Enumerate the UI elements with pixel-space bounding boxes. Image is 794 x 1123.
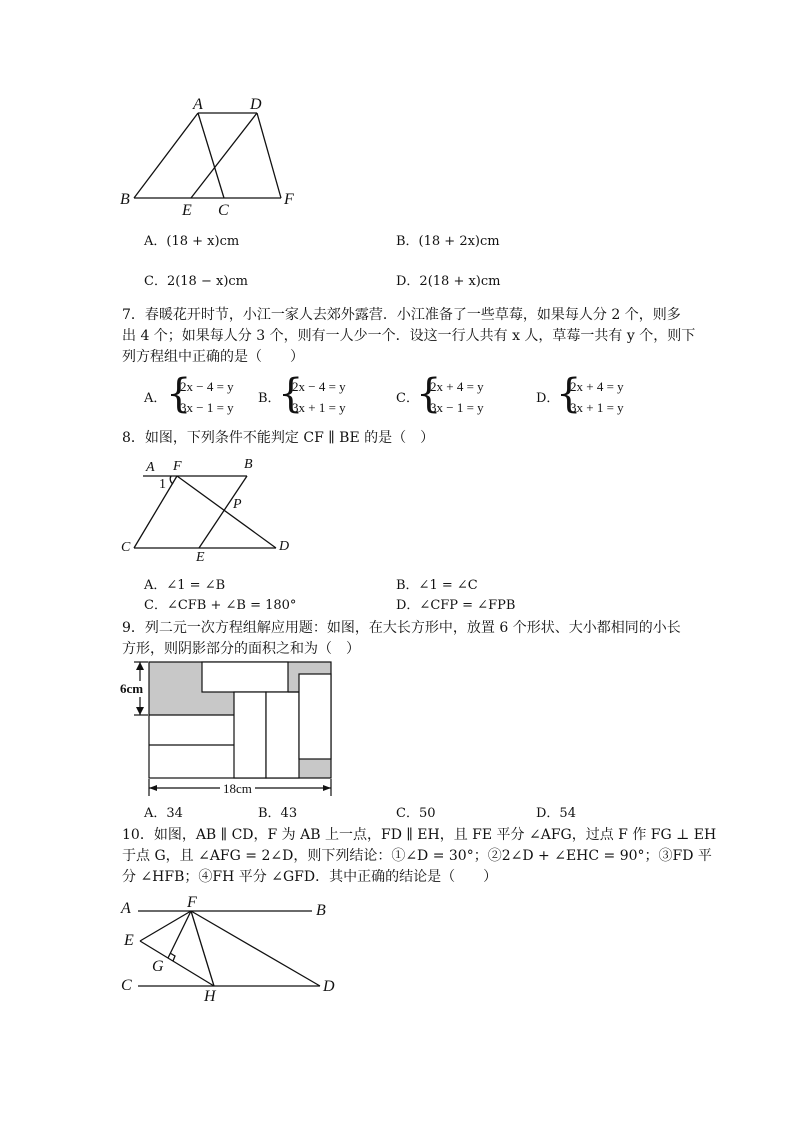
- q7-option-d-label: D．: [536, 391, 560, 406]
- q8-label-P: P: [233, 497, 242, 512]
- q10-label-H: H: [204, 988, 216, 1005]
- q7-option-c-eqs: 2x + 4 = y 3x − 1 = y: [430, 379, 484, 415]
- q6-option-c: C．2(18 − x)cm: [144, 274, 249, 289]
- q10-label-A: A: [121, 900, 131, 917]
- q7-option-b-label: B．: [258, 391, 281, 406]
- q8-stem: 8．如图，下列条件不能判定 CF ∥ BE 的是（ ）: [122, 430, 435, 446]
- q8-figure: [0, 450, 794, 560]
- q7-option-a-label: A．: [144, 391, 167, 406]
- q10-line-3: 分 ∠HFB；④FH 平分 ∠GFD．其中正确的结论是（ ）: [122, 869, 498, 885]
- q6-option-a: A．(18 + x)cm: [144, 234, 240, 249]
- q6-label-C: C: [218, 202, 229, 219]
- q7-option-d-eqs: 2x + 4 = y 3x + 1 = y: [570, 379, 624, 415]
- q10-label-C: C: [121, 977, 132, 994]
- q8-label-1: 1: [159, 477, 166, 492]
- q6-label-A: A: [193, 96, 203, 113]
- q7-option-c-label: C．: [396, 391, 419, 406]
- q10-label-E: E: [124, 932, 134, 949]
- q6-label-D: D: [250, 96, 262, 113]
- q10-line-2: 于点 G，且 ∠AFG = 2∠D，则下列结论：①∠D = 30°；②2∠D + ∠EHC = 90°；③FD 平: [122, 848, 712, 864]
- q7-option-d-brace: {: [556, 371, 582, 417]
- q10-label-B: B: [316, 902, 326, 919]
- q7-line-3: 列方程组中正确的是（ ）: [122, 349, 304, 365]
- q8-option-b: B．∠1 = ∠C: [396, 578, 478, 593]
- q8-label-A: A: [146, 460, 155, 475]
- q6-label-F: F: [284, 191, 294, 208]
- q9-height-label: 6cm: [120, 681, 144, 696]
- q6-label-B: B: [120, 191, 130, 208]
- q9-option-d: D．54: [536, 806, 576, 821]
- q8-option-a: A．∠1 = ∠B: [144, 578, 226, 593]
- q8-label-F: F: [173, 459, 182, 474]
- q8-label-B: B: [244, 457, 253, 472]
- q7-line-2: 出 4 个；如果每人分 3 个，则有一人少一个．设这一行人共有 x 人，草莓一共有 y 个，则下: [122, 328, 696, 344]
- q8-option-c: C．∠CFB + ∠B = 180°: [144, 598, 297, 613]
- q7-option-a-brace: {: [166, 371, 192, 417]
- q10-line-1: 10．如图，AB ∥ CD，F 为 AB 上一点，FD ∥ EH，且 FE 平分 ∠AFG，过点 F 作 FG ⊥ EH: [122, 827, 717, 843]
- q9-option-a: A．34: [144, 806, 183, 821]
- q9-option-c: C．50: [396, 806, 436, 821]
- q9-figure: [0, 655, 794, 805]
- q9-option-b: B．43: [258, 806, 298, 821]
- q6-label-E: E: [182, 202, 192, 219]
- q7-option-b-eqs: 2x − 4 = y 3x + 1 = y: [292, 379, 346, 415]
- q7-option-c-brace: {: [416, 371, 442, 417]
- q10-label-D: D: [323, 978, 335, 995]
- q8-label-D: D: [279, 539, 290, 554]
- q8-label-C: C: [121, 540, 131, 555]
- q10-figure: [0, 895, 794, 1015]
- q10-label-F: F: [187, 894, 197, 911]
- q9-shade-bottomright: [299, 759, 331, 778]
- q7-line-1: 7．春暖花开时节，小江一家人去郊外露营．小江准备了一些草莓，如果每人分 2 个，则多: [122, 307, 681, 323]
- q9-line-2: 方形，则阴影部分的面积之和为（ ）: [122, 641, 360, 657]
- q8-label-E: E: [196, 550, 205, 565]
- q9-line-1: 9．列二元一次方程组解应用题：如图，在大长方形中，放置 6 个形状、大小都相同的小长: [122, 620, 681, 636]
- q10-label-G: G: [152, 958, 164, 975]
- q7-option-a-eqs: 2x − 4 = y 3x − 1 = y: [180, 379, 234, 415]
- q9-width-label: 18cm: [220, 781, 255, 797]
- q6-option-d: D．2(18 + x)cm: [396, 274, 501, 289]
- q7-option-b-brace: {: [278, 371, 304, 417]
- q8-option-d: D．∠CFP = ∠FPB: [396, 598, 516, 613]
- q6-option-b: B．(18 + 2x)cm: [396, 234, 500, 249]
